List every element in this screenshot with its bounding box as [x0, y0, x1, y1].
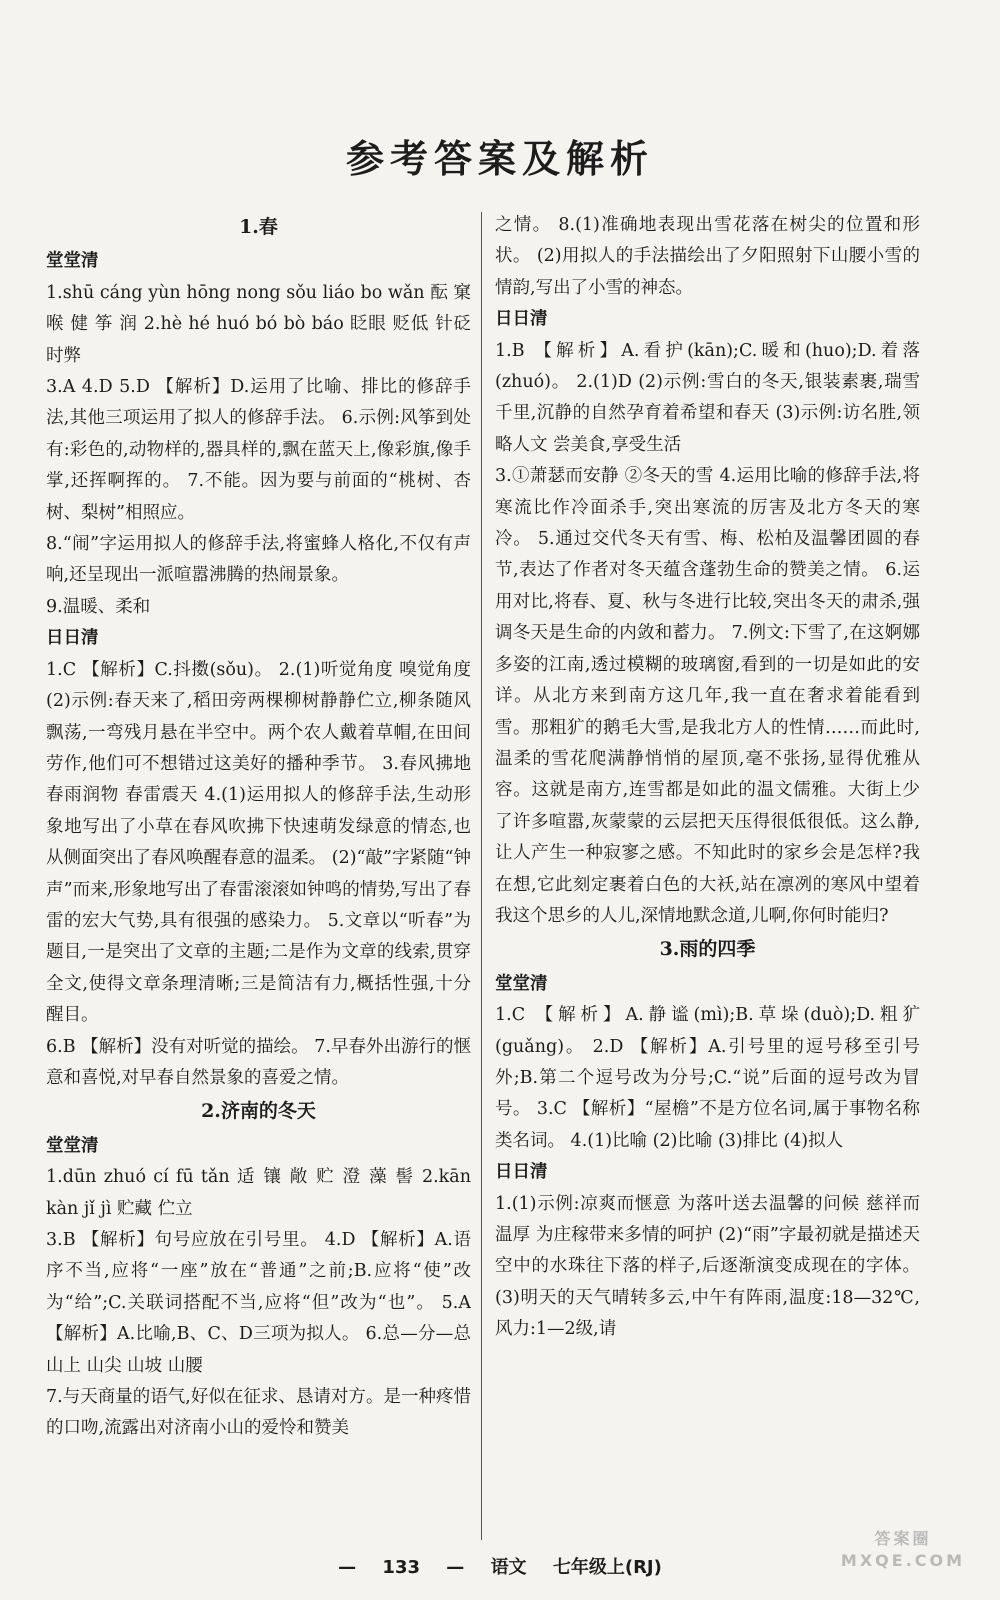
right-column — [495, 210, 920, 1550]
footer-grade: 七年级上(RJ) — [552, 1557, 662, 1578]
answer-paragraph: 6.B 【解析】没有对听觉的描绘。 7.早春外出游行的惬意和喜悦,对早春自然景象的喜爱之情。 — [46, 1036, 471, 1088]
answer-paragraph: 1.dūn zhuó cí fū tǎn 适 镶 敞 贮 澄 藻 髻 2.kān kàn jǐ jì 贮藏 伫立 — [46, 1167, 471, 1219]
subheading-ririqing-3: 日日清 — [495, 1162, 548, 1183]
section-title-2: 2.济南的冬天 — [201, 1100, 316, 1123]
answer-paragraph: 3.A 4.D 5.D 【解析】D.运用了比喻、排比的修辞手法,其他三项运用了拟人的修辞手法。 6.示例:风筝到处有:彩色的,动物样的,器具样的,飘在蓝天上,像彩旗,像手掌,还挥啊挥的。 7.不能。因为要与前面的“桃树、杏树、梨树”相照应。 — [46, 377, 471, 523]
footer-dash-right: — — [446, 1557, 465, 1578]
answer-paragraph: 1.C 【解析】A.静谧(mì);B.草垛(duò);D.粗犷(guǎng)。 2.D 【解析】A.引号里的逗号移至引号外;B.第二个逗号改为分号;C.“说”后面的逗号改为冒号。 3.C 【解析】“屋檐”不是方位名词,属于事物名称类名词。 4.(1)比喻 (2)比喻 (3)排比 (4)拟人 — [495, 1005, 920, 1151]
footer-subject: 语文 — [490, 1557, 527, 1578]
answer-paragraph: 1.C 【解析】C.抖擞(sǒu)。 2.(1)听觉角度 嗅觉角度 (2)示例:春天来了,稻田旁两棵柳树静静伫立,柳条随风飘荡,一弯残月悬在半空中。两个农人戴着草帽,在田间劳作,他们可不想错过这美好的播种季节。 3.春风拂地 春雨润物 春雷震天 4.(1)运用拟人的修辞手法,生动形象地写出了小草在春风吹拂下快速萌发绿意的情态,也从侧面突出了春风唤醒春意的温柔。 (2)“敲”字紧随“钟声”而来,形象地写出了春雷滚滚如钟鸣的情势,写出了春雷的宏大气势,具有很强的感染力。 5.文章以“听春”为题目,一是突出了文章的主题;二是作为文章的线索,贯穿全文,使得文章条理清晰;三是简洁有力,概括性强,十分醒目。 — [46, 659, 471, 1026]
footer-dash-left: — — [338, 1557, 357, 1578]
page-number: 133 — [382, 1557, 420, 1578]
column-divider — [481, 212, 482, 1540]
watermark-line-2: MXQE.COM — [840, 1551, 966, 1570]
watermark-logo — [818, 1528, 988, 1588]
subheading-tangtangqing-1: 堂堂清 — [46, 251, 99, 272]
answer-paragraph: 8.“闹”字运用拟人的修辞手法,将蜜蜂人格化,不仅有声响,还呈现出一派喧嚣沸腾的热闹景象。 — [46, 534, 471, 586]
subheading-tangtangqing-2: 堂堂清 — [46, 1135, 99, 1156]
answer-paragraph: 7.与天商量的语气,好似在征求、恳请对方。是一种疼惜的口吻,流露出对济南小山的爱怜和赞美 — [46, 1387, 471, 1439]
watermark-line-1: 答案圈 — [874, 1529, 932, 1548]
answer-paragraph: 之情。 8.(1)准确地表现出雪花落在树尖的位置和形状。 (2)用拟人的手法描绘出了夕阳照射下山腰小雪的情韵,写出了小雪的神态。 — [495, 215, 920, 298]
answer-paragraph: 1.B 【解析】A.看护(kān);C.暖和(huo);D.着落(zhuó)。 2.(1)D (2)示例:雪白的冬天,银装素裹,瑞雪千里,沉静的自然孕育着希望和春天 (3)示例:访名胜,领略人文 尝美食,享受生活 — [495, 340, 920, 455]
answer-paragraph: 1.shū cáng yùn hōng nong sǒu liáo bo wǎn 酝 窠 喉 健 筝 润 2.hè hé huó bó bò báo 眨眼 贬低 针砭时弊 — [46, 282, 471, 366]
section-title-3: 3.雨的四季 — [659, 938, 756, 961]
answer-paragraph: 9.温暖、柔和 — [46, 596, 151, 617]
left-column — [46, 210, 471, 1550]
subheading-ririqing-1: 日日清 — [46, 628, 99, 649]
section-title-1: 1.春 — [239, 216, 278, 238]
answer-paragraph: 3.B 【解析】句号应放在引号里。 4.D 【解析】A.语序不当,应将“一座”放在“普通”之前;B.应将“使”改为“给”;C.关联词搭配不当,应将“但”改为“也”。 5.A 【解析】A.比喻,B、C、D三项为拟人。 6.总—分—总 山上 山尖 山坡 山腰 — [46, 1230, 471, 1376]
subheading-ririqing-2: 日日清 — [495, 309, 548, 330]
subheading-tangtangqing-3: 堂堂清 — [495, 973, 548, 994]
answer-paragraph: 3.①萧瑟而安静 ②冬天的雪 4.运用比喻的修辞手法,将寒流比作冷面杀手,突出寒流的厉害及北方冬天的寒冷。 5.通过交代冬天有雪、梅、松柏及温馨团圆的春节,表达了作者对冬天蕴含蓬勃生命的赞美之情。 6.运用对比,将春、夏、秋与冬进行比较,突出冬天的肃杀,强调冬天是生命的内敛和蓄力。 7.例文:下雪了,在这婀娜多姿的江南,透过模糊的玻璃窗,看到的一切是如此的安详。从北方来到南方这几年,我一直在奢求着能看到雪。那粗犷的鹅毛大雪,是我北方人的性情……而此时,温柔的雪花爬满静悄悄的屋顶,毫不张扬,显得优雅从容。这就是南方,连雪都是如此的温文儒雅。大街上少了许多喧嚣,灰蒙蒙的云层把天压得很低很低。这么静,让人产生一种寂寥之感。不知此时的家乡会是怎样?我在想,它此刻定裹着白色的大袄,站在凛冽的寒风中望着我这个思乡的人儿,深情地默念道,儿啊,你何时能归? — [495, 466, 920, 926]
answer-paragraph: 1.(1)示例:凉爽而惬意 为落叶送去温馨的问候 慈祥而温厚 为庄稼带来多情的呵护 (2)“雨”字最初就是描述天空中的水珠往下落的样子,后逐渐演变成现在的字体。 (3)明天的天气晴转多云,中午有阵雨,温度:18—32℃,风力:1—2级,请 — [495, 1193, 920, 1340]
page-title: 参考答案及解析 — [345, 136, 654, 181]
